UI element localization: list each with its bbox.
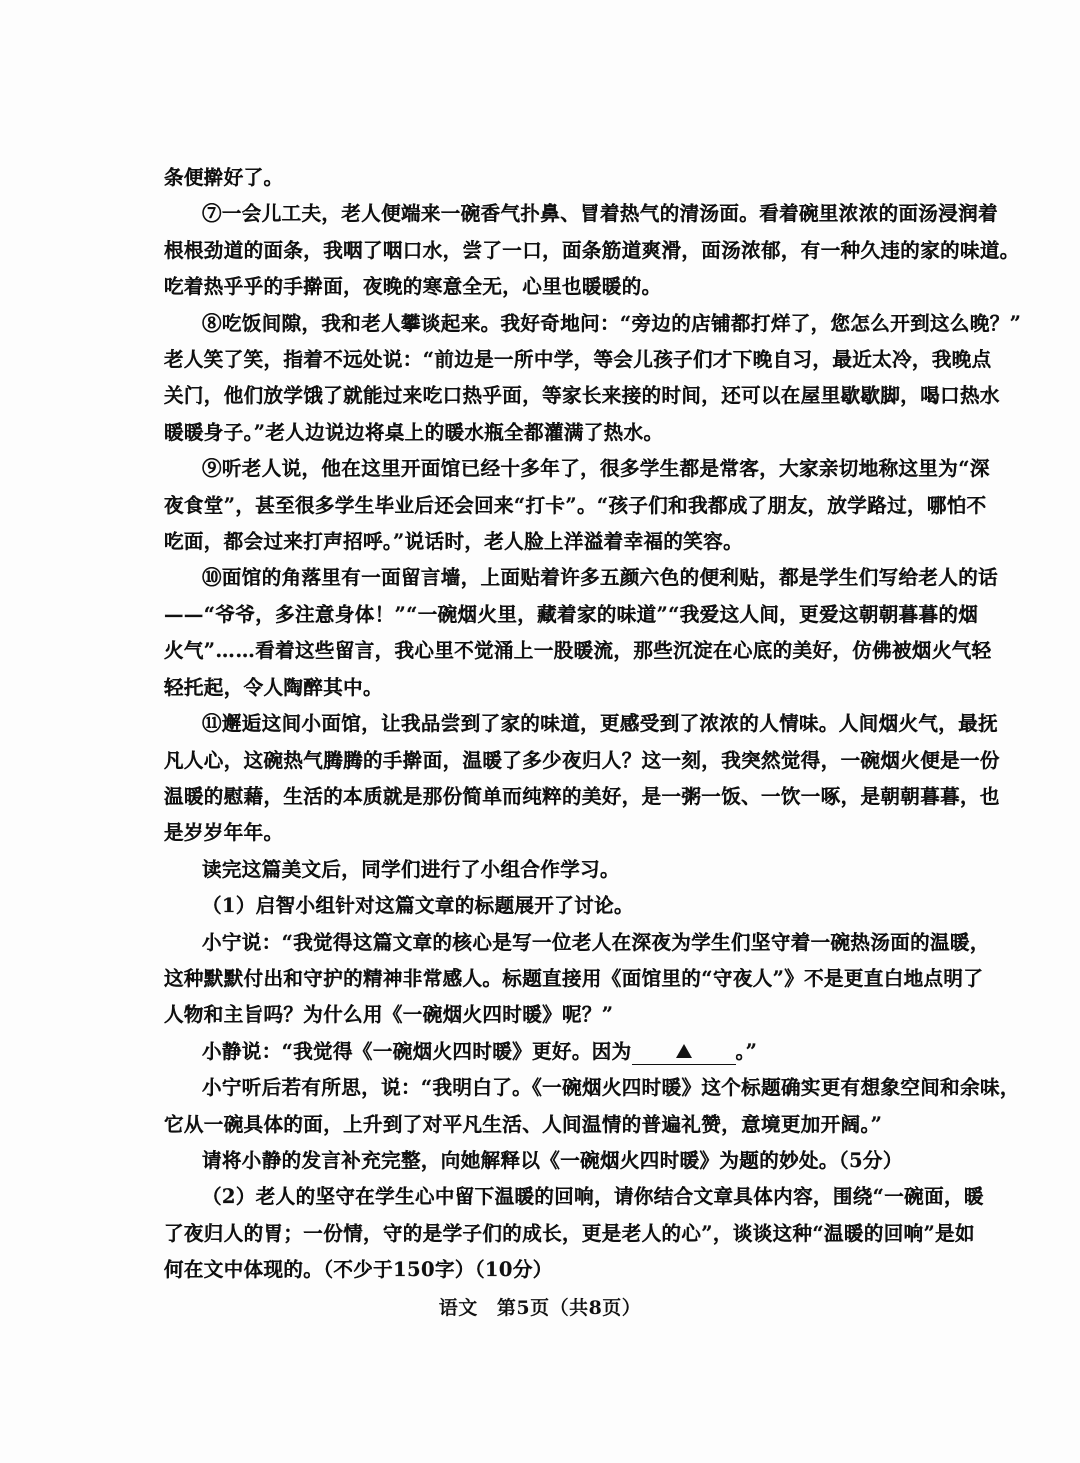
paragraph-10-line: 火气”……看着这些留言，我心里不觉涌上一股暖流，那些沉淀在心底的美好，仿佛被烟火气轻 (164, 639, 992, 663)
text-line: 条便擀好了。 (164, 166, 284, 189)
paragraph-10-line: ——“爷爷，多注意身体！”“一碗烟火里，藏着家的味道”“我爱这人间，更爱这朝朝暮暮的烟 (164, 602, 979, 626)
paragraph-10-line: 轻托起，令人陶醉其中。 (164, 675, 383, 699)
article-body (164, 160, 1022, 1289)
xiaoning-reply-line: 它从一碗具体的面，上升到了对平凡生活、人间温情的普遍礼赞，意境更加开阔。” (164, 1112, 883, 1136)
question-1-title: （1）启智小组针对这篇文章的标题展开了讨论。 (202, 894, 634, 918)
paragraph-11-line: 凡人心，这碗热气腾腾的手擀面，温暖了多少夜归人？这一刻，我突然觉得，一碗烟火便是一份 (164, 748, 1000, 772)
question-1-prompt: 请将小静的发言补充完整，向她解释以《一碗烟火四时暖》为题的妙处。（5分） (202, 1148, 903, 1172)
task-intro: 读完这篇美文后，同学们进行了小组合作学习。 (202, 857, 620, 881)
paragraph-9-line: ⑨听老人说，他在这里开面馆已经十多年了，很多学生都是常客，大家亲切地称这里为“深 (202, 457, 990, 481)
paragraph-11-line: 是岁岁年年。 (164, 821, 284, 845)
paragraph-10-line: ⑩面馆的角落里有一面留言墙，上面贴着许多五颜六色的便利贴，都是学生们写给老人的话 (202, 566, 999, 590)
xiaojing-speech-line (164, 1034, 924, 1070)
page-footer (0, 1293, 1080, 1320)
triangle-marker-icon (676, 1044, 692, 1058)
question-2-line: （2）老人的坚守在学生心中留下温暖的回响，请你结合文章具体内容，围绕“一碗面，暖 (202, 1185, 984, 1209)
xiaojing-speech-end: 。” (735, 1039, 758, 1063)
xiaoning-reply-line: 小宁听后若有所思，说：“我明白了。《一碗烟火四时暖》这个标题确实更有想象空间和余味， (202, 1076, 1020, 1100)
answer-blank (632, 1040, 736, 1065)
xiaoning-speech-line: 人物和主旨吗？为什么用《一碗烟火四时暖》呢？” (164, 1003, 614, 1027)
paragraph-8-line: 关门，他们放学饿了就能过来吃口热乎面，等家长来接的时间，还可以在屋里歇歇脚，喝口热水 (164, 384, 1000, 408)
question-2-line: 了夜归人的胃；一份情，守的是学子们的成长，更是老人的心”，谈谈这种“温暖的回响”是如 (164, 1221, 975, 1245)
footer-page-number: 第5页（共8页） (496, 1297, 642, 1319)
paragraph-9-line: 吃面，都会过来打声招呼。”说话时，老人脸上洋溢着幸福的笑容。 (164, 530, 743, 554)
paragraph-8-line: 老人笑了笑，指着不远处说：“前边是一所中学，等会儿孩子们才下晚自习，最近太冷，我晚点 (164, 348, 992, 372)
footer-subject: 语文 (438, 1297, 478, 1319)
paragraph-7-line: 根根劲道的面条，我咽了咽口水，尝了一口，面条筋道爽滑，面汤浓郁，有一种久违的家的味道。 (164, 238, 1020, 262)
xiaoning-speech-line: 这种默默付出和守护的精神非常感人。标题直接用《面馆里的“守夜人”》不是更直白地点明了 (164, 966, 984, 990)
question-2-line: 何在文中体现的。（不少于150字）（10分） (164, 1258, 553, 1282)
paragraph-8-line: 暖暖身子。”老人边说边将桌上的暖水瓶全都灌满了热水。 (164, 420, 664, 444)
paragraph-11-line: 温暖的慰藉，生活的本质就是那份简单而纯粹的美好，是一粥一饭、一饮一啄，是朝朝暮暮，也 (164, 784, 1000, 808)
xiaoning-speech-line: 小宁说：“我觉得这篇文章的核心是写一位老人在深夜为学生们坚守着一碗热汤面的温暖， (202, 930, 990, 954)
paragraph-7-line: 吃着热乎乎的手擀面，夜晚的寒意全无，心里也暖暖的。 (164, 275, 662, 299)
paragraph-11-line: ⑪邂逅这间小面馆，让我品尝到了家的味道，更感受到了浓浓的人情味。人间烟火气，最抚 (202, 712, 999, 736)
paragraph-8-line: ⑧吃饭间隙，我和老人攀谈起来。我好奇地问：“旁边的店铺都打烊了，您怎么开到这么晚？” (202, 311, 1022, 335)
paragraph-7-line: ⑦一会儿工夫，老人便端来一碗香气扑鼻、冒着热气的清汤面。看着碗里浓浓的面汤浸润着 (202, 202, 999, 226)
xiaojing-speech-text: 小静说：“我觉得《一碗烟火四时暖》更好。因为 (202, 1039, 632, 1063)
paragraph-9-line: 夜食堂”，甚至很多学生毕业后还会回来“打卡”。“孩子们和我都成了朋友，放学路过，哪怕不 (164, 493, 987, 517)
